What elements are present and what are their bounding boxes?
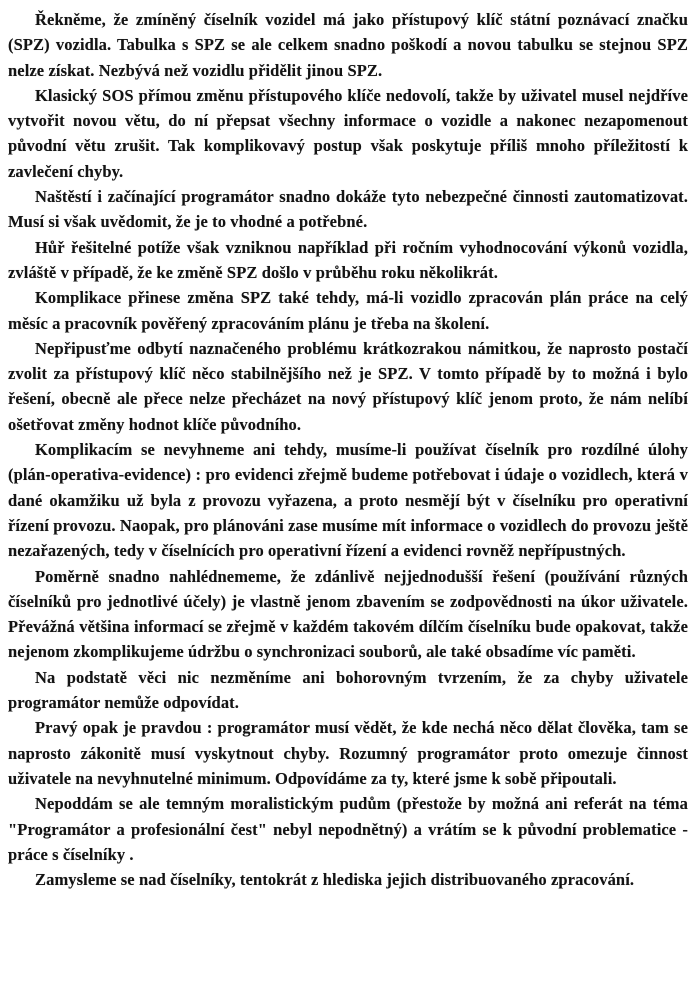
paragraph: Nepoddám se ale temným moralistickým pudům (přestože by možná ani referát na téma "Programátor a profesionální čest" nebyl nepodnětný) a vrátím se k původní problematice - práce s číselníky . (8, 794, 688, 864)
paragraph: Naštěstí i začínající programátor snadno dokáže tyto nebezpečné činnosti zautomatizovat. Musí si však uvědomit, že je to vhodné a potřebné. (8, 187, 688, 232)
paragraph: Pravý opak je pravdou : programátor musí vědět, že kde nechá něco dělat člověka, tam se naprosto zákonitě musí vyskytnout chyby. Rozumný programátor proto omezuje činnost uživatele na nevyhnutelné minimum. Odpovídáme za ty, které jsme k sobě připoutali. (8, 718, 688, 788)
paragraph: Komplikacím se nevyhneme ani tehdy, musíme-li používat číselník pro rozdílné úlohy (plán-operativa-evidence) : pro evidenci zřejmě budeme potřebovat i údaje o vozidlech, která v dané okamžiku už byla z provozu vyřazena, a proto nesmějí být v číselníku pro operativní řízení provozu. Naopak, pro plánováni zase musíme mít informace o vozidlech do provozu ještě nezařazených, tedy v číselnících pro operativní řízení a evidenci rovněž nepřípustných. (8, 440, 688, 561)
paragraph: Zamysleme se nad číselníky, tentokrát z hlediska jejich distribuovaného zpracování. (35, 870, 635, 890)
paragraph: Poměrně snadno nahlédnememe, že zdánlivě nejjednodušší řešení (používání různých číselníků pro jednotlivé účely) je vlastně jenom zbavením se zodpovědnosti na úkor uživatele. Převážná většina informací se zřejmě v každém takovém dílčím číselníku bude opakovat, takže nejenom zkomplikujeme údržbu o synchronizaci souborů, ale také obsadíme víc paměti. (8, 566, 688, 662)
paragraph: Řekněme, že zmíněný číselník vozidel má jako přístupový klíč státní poznávací značku (SPZ) vozidla. Tabulka s SPZ se ale celkem snadno poškodí a novou tabulku se stejnou SPZ nelze získat. Nezbývá než vozidlu přidělit jinou SPZ. (8, 10, 688, 80)
paragraph: Komplikace přinese změna SPZ také tehdy, má-li vozidlo zpracován plán práce na celý měsíc a pracovník pověřený zpracováním plánu je třeba na školení. (8, 288, 688, 333)
paragraph: Klasický SOS přímou změnu přístupového klíče nedovolí, takže by uživatel musel nejdříve vytvořit novou větu, do ní přepsat všechny informace o vozidle a nakonec nezapomenout původní větu zrušit. Tak komplikovavý postup však poskytuje příliš mnoho příležitostí k zavlečení chyby. (8, 85, 688, 181)
document-body (8, 7, 688, 892)
paragraph: Na podstatě věci nic nezměníme ani bohorovným tvrzením, že za chyby uživatele programátor nemůže odpovídat. (8, 667, 688, 713)
paragraph: Hůř řešitelné potíže však vzniknou například při ročním vyhodnocování výkonů vozidla, zvláště v případě, že ke změně SPZ došlo v průběhu roku několikrát. (8, 237, 688, 282)
paragraph: Nepřipusťme odbytí naznačeného problému krátkozrakou námitkou, že naprosto postačí zvolit za přístupový klíč něco stabilnějšího než je SPZ. V tomto případě by to možná i bylo řešení, obecně ale přece nelze přecházet na nový přístupový klíč jenom proto, že nám nelíbí ošetřovat změny hodnot klíče původního. (8, 338, 688, 434)
